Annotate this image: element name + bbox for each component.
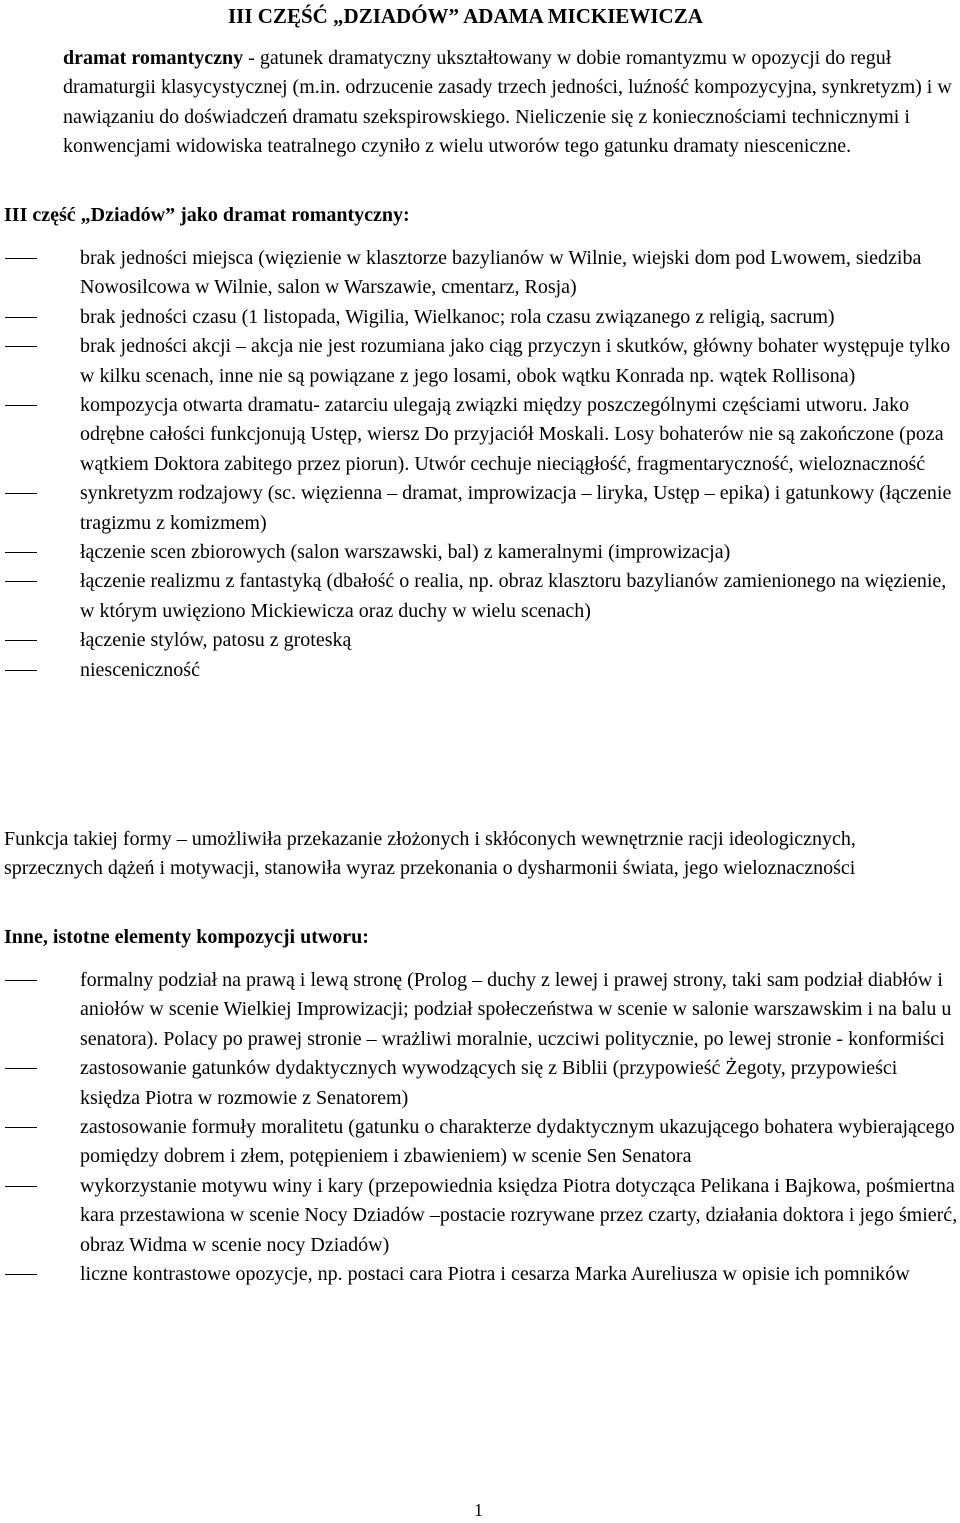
- dash-bullet: [5, 966, 37, 995]
- list-item: formalny podział na prawą i lewą stronę (Prolog – duchy z lewej i prawej strony, taki sam podział diabłów i aniołów w scenie Wielkiej Improwizacji; podział społeczeństwa w scenie w salonie warszawskim i na balu u senatora). Polacy po prawej stronie – wrażliwi moralnie, uczciwi politycznie, po lewej stronie - konformiści: [0, 966, 960, 1054]
- dash-bullet: [5, 479, 37, 508]
- intro-text: - gatunek dramatyczny ukształtowany w dobie romantyzmu w opozycji do reguł dramaturgii klasycystycznej (m.in. odrzucenie zasady trzech jedności, luźność kompozycyjna, synkretyzm) i w nawiązaniu do doświadczeń dramatu szekspirowskiego. Nieliczenie się z koniecznościami technicznymi i konwencjami widowiska teatralnego czyniło z wielu utworów tego gatunku dramaty niesceniczne.: [63, 47, 952, 157]
- section1-heading: III część „Dziadów” jako dramat romantyczny:: [4, 204, 410, 226]
- list-item: łączenie realizmu z fantastyką (dbałość o realia, np. obraz klasztoru bazylianów zamienionego na więzienie, w którym uwięziono Mickiewicza oraz duchy w wielu scenach): [0, 567, 960, 626]
- list-item: brak jedności miejsca (więzienie w klasztorze bazylianów w Wilnie, wiejski dom pod Lwowem, siedziba Nowosilcowa w Wilnie, salon w Warszawie, cmentarz, Rosja): [0, 244, 960, 303]
- intro-paragraph: [63, 44, 958, 161]
- list-item: łączenie stylów, patosu z groteską: [0, 626, 960, 655]
- list-item: zastosowanie gatunków dydaktycznych wywodzących się z Biblii (przypowieść Żegoty, przypowieści księdza Piotra w rozmowie z Senatorem): [0, 1054, 960, 1113]
- list-item: niesceniczność: [0, 656, 960, 685]
- list-item: brak jedności czasu (1 listopada, Wigilia, Wielkanoc; rola czasu związanego z religią, sacrum): [0, 303, 960, 332]
- dash-bullet: [5, 332, 37, 361]
- section1-list: [0, 244, 960, 685]
- list-item: kompozycja otwarta dramatu- zatarciu ulegają związki między poszczególnymi częściami utworu. Jako odrębne całości funkcjonują Ustęp, wiersz Do przyjaciół Moskali. Losy bohaterów nie są zakończone (poza wątkiem Doktora zabitego przez piorun). Utwór cechuje nieciągłość, fragmentaryczność, wieloznaczność: [0, 391, 960, 479]
- list-item: brak jedności akcji – akcja nie jest rozumiana jako ciąg przyczyn i skutków, główny bohater występuje tylko w kilku scenach, inne nie są powiązane z jego losami, obok wątku Konrada np. wątek Rollisona): [0, 332, 960, 391]
- dash-bullet: [5, 538, 37, 567]
- dash-bullet: [5, 656, 37, 685]
- dash-bullet: [5, 1054, 37, 1083]
- intro-term: dramat romantyczny: [63, 47, 244, 69]
- dash-bullet: [5, 1172, 37, 1201]
- section2-list: [0, 966, 960, 1289]
- dash-bullet: [5, 1260, 37, 1289]
- list-item: wykorzystanie motywu winy i kary (przepowiednia księdza Piotra dotycząca Pelikana i Bajkowa, pośmiertna kara przestawiona w scenie Nocy Dziadów –postacie rozrywane przez czarty, działania doktora i jego śmierć, obraz Widma w scenie nocy Dziadów): [0, 1172, 960, 1260]
- list-item: liczne kontrastowe opozycje, np. postaci cara Piotra i cesarza Marka Aureliusza w opisie ich pomników: [0, 1260, 960, 1289]
- page-number: 1: [474, 1500, 483, 1520]
- dash-bullet: [5, 567, 37, 596]
- dash-bullet: [5, 626, 37, 655]
- list-item: łączenie scen zbiorowych (salon warszawski, bal) z kameralnymi (improwizacja): [0, 538, 960, 567]
- dash-bullet: [5, 244, 37, 273]
- dash-bullet: [5, 391, 37, 420]
- list-item: synkretyzm rodzajowy (sc. więzienna – dramat, improwizacja – liryka, Ustęp – epika) i gatunkowy (łączenie tragizmu z komizmem): [0, 479, 960, 538]
- dash-bullet: [5, 1113, 37, 1142]
- dash-bullet: [5, 303, 37, 332]
- function-paragraph: Funkcja takiej formy – umożliwiła przekazanie złożonych i skłóconych wewnętrznie racji ideologicznych, sprzecznych dążeń i motywacji, stanowiła wyraz przekonania o dysharmonii świata, jego wieloznaczności: [4, 828, 856, 880]
- page-title: III CZĘŚĆ „DZIADÓW” ADAMA MICKIEWICZA: [228, 4, 703, 28]
- list-item: zastosowanie formuły moralitetu (gatunku o charakterze dydaktycznym ukazującego bohatera wybierającego pomiędzy dobrem i złem, potępieniem i zbawieniem) w scenie Sen Senatora: [0, 1113, 960, 1172]
- section2-heading: Inne, istotne elementy kompozycji utworu:: [4, 926, 369, 948]
